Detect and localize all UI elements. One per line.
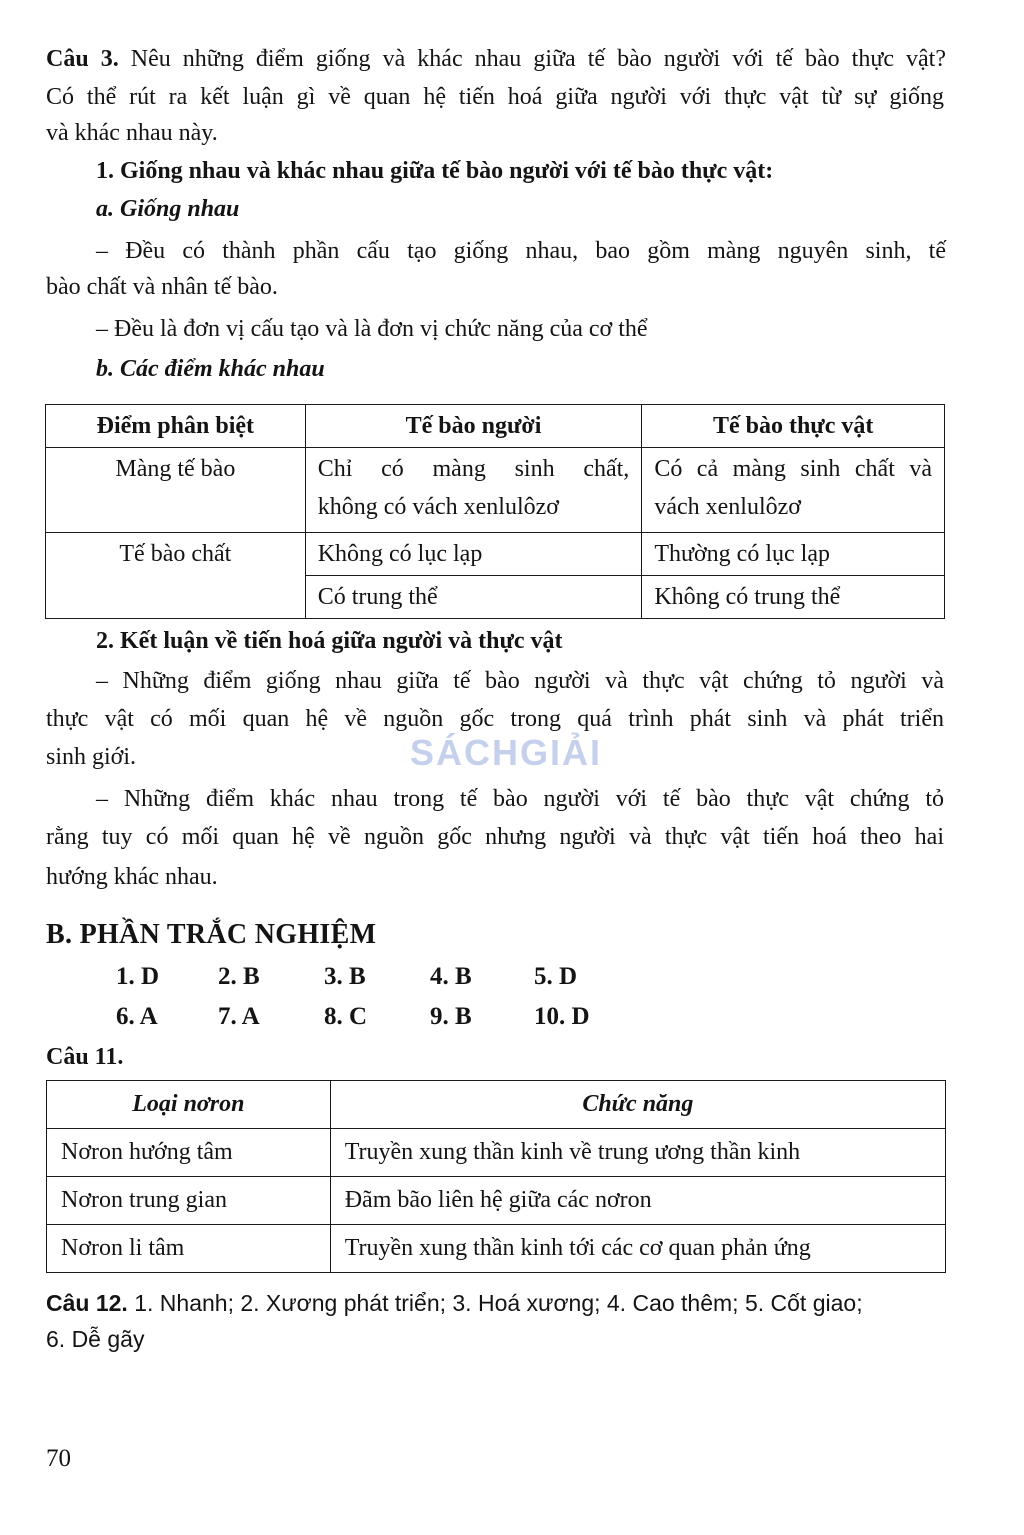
plant-membrane-cell (642, 448, 945, 533)
table-row (47, 1129, 946, 1177)
neuron-table-header: Loại nơron (47, 1081, 331, 1129)
human-chloroplast-cell: Không có lục lạp (305, 533, 642, 576)
watermark-logo: SÁCHGIẢI (410, 732, 603, 773)
section-2-p1-line-3: sinh giới. (46, 744, 137, 770)
neuron-table (46, 1080, 946, 1273)
comparison-table-header: Điểm phân biệt (46, 405, 306, 448)
neuron-function-cell: Đãm bão liên hệ giữa các nơron (330, 1177, 945, 1225)
neuron-table-header-row (47, 1081, 946, 1129)
answer-item: 5. D (534, 963, 578, 990)
answer-item: 6. A (116, 1003, 158, 1030)
section-2-p1-line-2: thực vật có mối quan hệ về nguồn gốc trong quá trình phát sinh và phát triển (46, 706, 944, 732)
comparison-table-header: Tế bào thực vật (642, 405, 945, 448)
q12-text-1: 1. Nhanh; 2. Xương phát triển; 3. Hoá xương; 4. Cao thêm; 5. Cốt giao; (127, 1290, 863, 1316)
section-1a-p1-line-2: bào chất và nhân tế bào. (46, 274, 278, 300)
answer-item: 3. B (324, 963, 366, 990)
human-membrane-line-2: không có vách xenlulôzơ (317, 494, 559, 520)
human-membrane-cell (305, 448, 642, 533)
section-1a-p1-line-1: – Đều có thành phần cấu tạo giống nhau, bao gồm màng nguyên sinh, tế (96, 238, 946, 264)
comparison-table-header: Tế bào người (305, 405, 642, 448)
q3-line-1 (46, 44, 946, 74)
comparison-table (45, 404, 945, 619)
neuron-type-cell: Nơron li tâm (47, 1225, 331, 1273)
section-2-p2-line-1: – Những điểm khác nhau trong tế bào người với tế bào thực vật chứng tỏ (96, 786, 944, 812)
q12-line-2: 6. Dễ gãy (46, 1326, 145, 1352)
q3-line-2: Có thể rút ra kết luận gì về quan hệ tiến hoá giữa người với thực vật từ sự giống (46, 84, 944, 110)
neuron-function-cell: Truyền xung thần kinh về trung ương thần kinh (330, 1129, 945, 1177)
table-row (46, 448, 945, 533)
answer-item: 8. C (324, 1003, 368, 1030)
section-1a-heading: a. Giống nhau (96, 196, 240, 222)
page-number: 70 (46, 1445, 71, 1472)
table-row (47, 1225, 946, 1273)
q3-label: Câu 3. (46, 46, 119, 72)
section-2-heading: 2. Kết luận về tiến hoá giữa người và thực vật (96, 628, 563, 654)
plant-centrosome-cell: Không có trung thể (642, 576, 945, 619)
section-1a-p2: – Đều là đơn vị cấu tạo và là đơn vị chức năng của cơ thể (96, 316, 648, 342)
section-2-p1-line-1: – Những điểm giống nhau giữa tế bào người và thực vật chứng tỏ người và (96, 668, 944, 694)
answer-item: 1. D (116, 963, 160, 990)
neuron-type-cell: Nơron trung gian (47, 1177, 331, 1225)
table-row (46, 533, 945, 576)
plant-membrane-line-2: vách xenlulôzơ (654, 494, 801, 520)
row-label-cytoplasm: Tế bào chất (46, 533, 306, 619)
q3-text-1: Nêu những điểm giống và khác nhau giữa tế bào người với tế bào thực vật? (130, 46, 947, 72)
answer-item: 4. B (430, 963, 472, 990)
answer-item: 9. B (430, 1003, 472, 1030)
q12-label: Câu 12. (46, 1290, 128, 1316)
neuron-table-header: Chức năng (330, 1081, 945, 1129)
section-1b-heading: b. Các điểm khác nhau (96, 356, 325, 382)
neuron-function-cell: Truyền xung thần kinh tới các cơ quan phản ứng (330, 1225, 945, 1273)
row-label-membrane: Màng tế bào (46, 448, 306, 533)
answer-item: 7. A (218, 1003, 260, 1030)
q12-line-1 (46, 1288, 863, 1318)
answer-item: 2. B (218, 963, 260, 990)
section-2-p2-line-3: hướng khác nhau. (46, 864, 218, 890)
table-row (47, 1177, 946, 1225)
comparison-table-header-row (46, 405, 945, 448)
section-2-p2-line-2: rằng tuy có mối quan hệ về nguồn gốc nhưng người và thực vật tiến hoá theo hai (46, 824, 944, 850)
plant-membrane-line-1: Có cả màng sinh chất và (654, 456, 932, 482)
human-membrane-line-1: Chỉ có màng sinh chất, (317, 456, 630, 482)
section-1-heading: 1. Giống nhau và khác nhau giữa tế bào người với tế bào thực vật: (96, 158, 774, 184)
answer-item: 10. D (534, 1003, 590, 1030)
part-b-heading: B. PHẦN TRẮC NGHIỆM (46, 919, 377, 950)
human-centrosome-cell: Có trung thể (305, 576, 642, 619)
plant-chloroplast-cell: Thường có lục lạp (642, 533, 945, 576)
q3-line-3: và khác nhau này. (46, 120, 218, 146)
q11-label: Câu 11. (46, 1044, 124, 1070)
neuron-type-cell: Nơron hướng tâm (47, 1129, 331, 1177)
